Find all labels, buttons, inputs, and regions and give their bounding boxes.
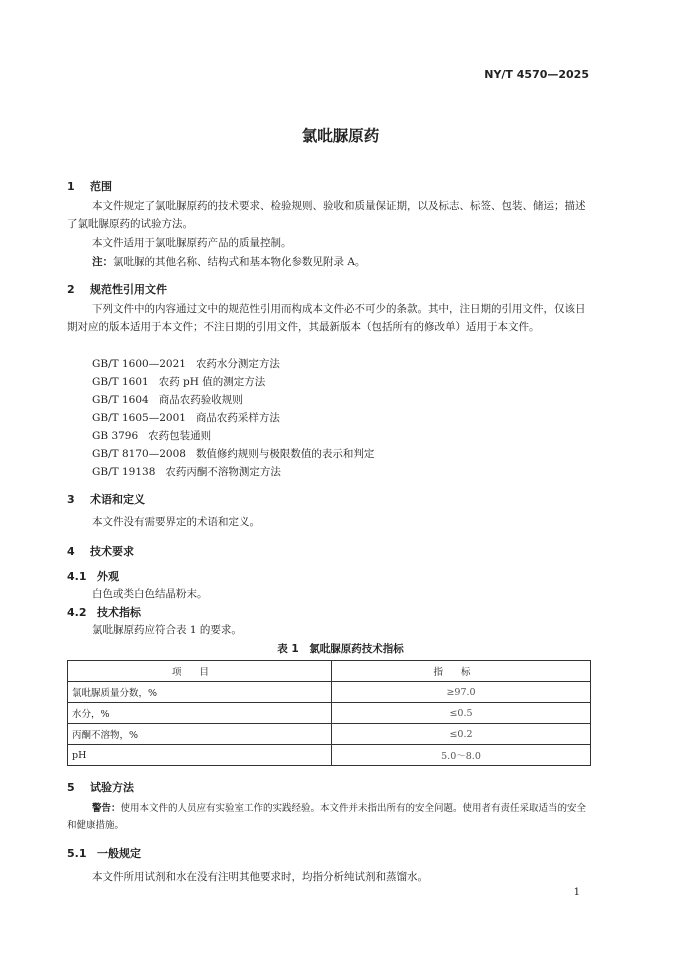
reference-item — [92, 356, 280, 371]
section-4-heading — [67, 543, 134, 559]
table-header-row — [68, 661, 591, 682]
section-number: 1 — [67, 180, 75, 193]
section-2-heading — [67, 281, 167, 297]
document-title: 氯吡脲原药 — [301, 127, 380, 145]
spec-table — [67, 660, 591, 766]
section-number: 4 — [67, 545, 75, 558]
reference-title: 数值修约规则与极限数值的表示和判定 — [195, 448, 375, 460]
section-1-heading — [67, 178, 112, 194]
section-5-1-heading — [67, 845, 141, 861]
table-header-cell: 指标 — [332, 661, 591, 682]
table-row — [68, 745, 591, 766]
section-title: 术语和定义 — [90, 493, 145, 506]
table-cell-value: ≥97.0 — [332, 682, 591, 703]
section-number: 4.1 — [67, 570, 87, 583]
section-1-paragraph-2: 本文件适用于氯吡脲原药产品的质量控制。 — [92, 237, 292, 249]
section-title: 试验方法 — [90, 781, 134, 794]
reference-code: GB/T 1600—2021 — [92, 358, 186, 370]
warning-paragraph — [67, 800, 591, 834]
warning-label: 警告： — [92, 803, 121, 814]
table-cell-item: 丙酮不溶物，% — [68, 724, 332, 745]
section-4-1-heading — [67, 568, 119, 584]
section-title: 一般规定 — [97, 847, 141, 860]
reference-code: GB/T 1601 — [92, 376, 149, 388]
reference-title: 农药包装通则 — [148, 430, 212, 442]
section-4-2-heading — [67, 604, 141, 620]
note-label: 注： — [92, 256, 113, 268]
section-5-heading — [67, 779, 134, 795]
section-title: 外观 — [97, 570, 119, 583]
section-number: 5.1 — [67, 847, 87, 860]
reference-item — [92, 374, 265, 389]
reference-code: GB/T 1604 — [92, 394, 149, 406]
section-4-2-paragraph-1: 氯吡脲原药应符合表 1 的要求。 — [92, 624, 242, 636]
section-3-heading — [67, 491, 145, 507]
reference-code: GB/T 19138 — [92, 466, 156, 478]
section-title: 技术要求 — [90, 545, 134, 558]
section-1-paragraph-1: 本文件规定了氯吡脲原药的技术要求、检验规则、验收和质量保证期，以及标志、标签、包装、储运；描述了氯吡脲原药的试验方法。 — [67, 200, 586, 230]
reference-item — [92, 428, 211, 443]
section-title: 范围 — [90, 180, 112, 193]
standard-code: NY/T 4570—2025 — [484, 68, 589, 81]
reference-item — [92, 446, 374, 461]
reference-code: GB 3796 — [92, 430, 139, 442]
section-number: 2 — [67, 283, 75, 296]
section-1-note — [92, 254, 365, 269]
table-row — [68, 703, 591, 724]
section-title: 技术指标 — [97, 606, 141, 619]
reference-code: GB/T 1605—2001 — [92, 412, 186, 424]
table-row — [68, 682, 591, 703]
section-4-1-paragraph-1: 白色或类白色结晶粉末。 — [92, 588, 208, 600]
table-cell-item: pH — [68, 745, 332, 766]
section-number: 5 — [67, 781, 75, 794]
page-number: 1 — [573, 887, 580, 898]
warning-text: 使用本文件的人员应有实验室工作的实践经验。本文件并未指出所有的安全问题。使用者有责任采取适当的安全和健康措施。 — [67, 803, 587, 831]
table-cell-value: ≤0.2 — [332, 724, 591, 745]
reference-code: GB/T 8170—2008 — [92, 448, 186, 460]
reference-title: 农药丙酮不溶物测定方法 — [165, 466, 281, 478]
reference-title: 农药水分测定方法 — [195, 358, 280, 370]
note-text: 氯吡脲的其他名称、结构式和基本物化参数见附录 A。 — [113, 256, 366, 268]
table-cell-value: 5.0～8.0 — [332, 745, 591, 766]
reference-item — [92, 464, 281, 479]
table-row — [68, 724, 591, 745]
reference-item — [92, 410, 280, 425]
section-5-1-paragraph-1: 本文件所用试剂和水在没有注明其他要求时，均指分析纯试剂和蒸馏水。 — [92, 871, 428, 883]
table-cell-item: 水分，% — [68, 703, 332, 724]
table-header-cell: 项目 — [68, 661, 332, 682]
table-cell-value: ≤0.5 — [332, 703, 591, 724]
table-cell-item: 氯吡脲质量分数，% — [68, 682, 332, 703]
section-2-paragraph-1: 下列文件中的内容通过文中的规范性引用而构成本文件必不可少的条款。其中，注日期的引用文件，仅该日期对应的版本适用于本文件；不注日期的引用文件，其最新版本（包括所有的修改单）适用于本文件。 — [67, 303, 586, 333]
table-caption: 表 1 氯吡脲原药技术指标 — [277, 643, 404, 655]
reference-title: 商品农药验收规则 — [158, 394, 243, 406]
reference-item — [92, 392, 243, 407]
reference-title: 商品农药采样方法 — [195, 412, 280, 424]
section-title: 规范性引用文件 — [90, 283, 167, 296]
section-number: 3 — [67, 493, 75, 506]
section-3-paragraph-1: 本文件没有需要界定的术语和定义。 — [92, 516, 260, 528]
section-number: 4.2 — [67, 606, 87, 619]
reference-title: 农药 pH 值的测定方法 — [158, 376, 266, 388]
